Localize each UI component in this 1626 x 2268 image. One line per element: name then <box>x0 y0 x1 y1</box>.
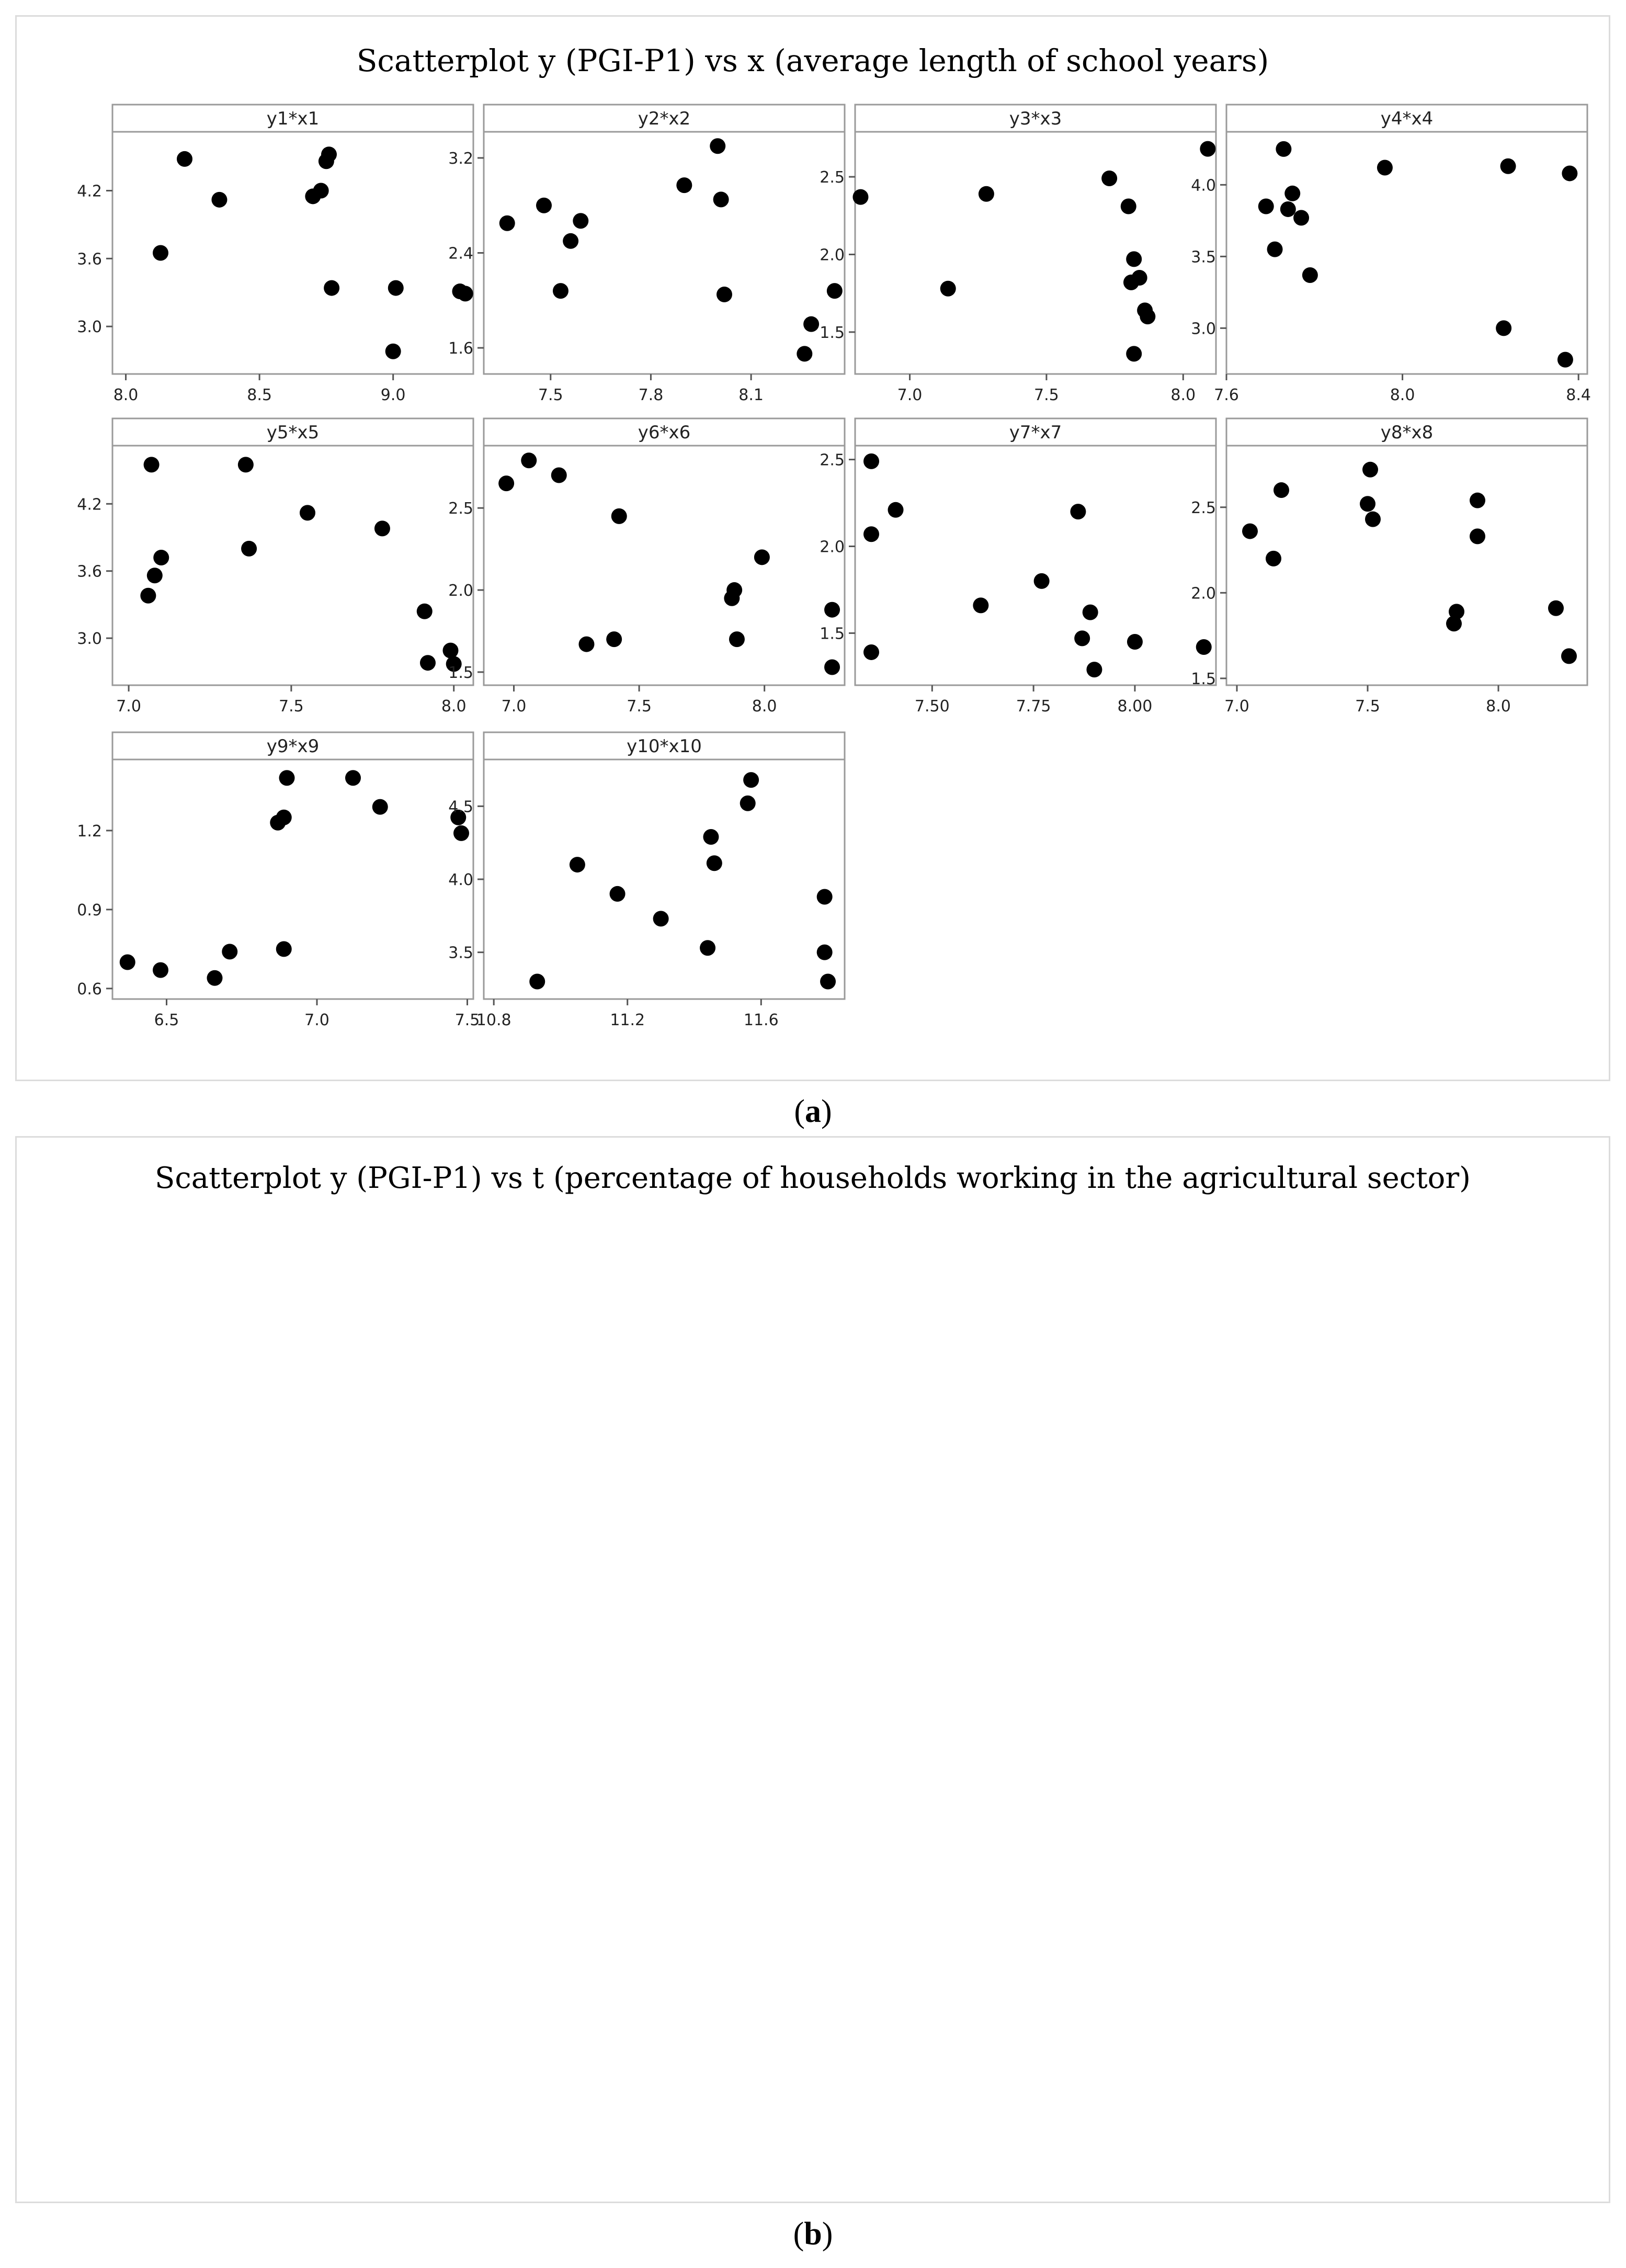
y-tick-label: 1.6 <box>448 339 473 358</box>
data-point <box>238 457 254 472</box>
data-point <box>222 944 237 959</box>
data-point <box>153 245 168 261</box>
data-point <box>563 233 578 249</box>
data-point <box>797 346 812 361</box>
x-tick-label: 7.5 <box>1034 386 1059 404</box>
x-tick-label: 7.6 <box>1214 386 1239 404</box>
data-point <box>1562 165 1577 181</box>
data-point <box>1086 662 1102 677</box>
figure-a-caption: (a) <box>794 1094 832 1129</box>
y-tick-label: 4.2 <box>77 182 102 201</box>
x-tick-label: 8.0 <box>113 386 139 404</box>
data-point <box>324 280 339 296</box>
x-tick-label: 8.5 <box>247 386 272 404</box>
data-point <box>1293 210 1309 225</box>
data-point <box>852 189 868 205</box>
y-tick-label: 3.5 <box>448 944 473 962</box>
data-point <box>1449 604 1464 619</box>
data-point <box>1500 158 1516 174</box>
plot-area <box>855 132 1216 374</box>
data-point <box>940 281 956 297</box>
data-point <box>453 825 469 841</box>
x-tick-label: 7.0 <box>897 386 923 404</box>
data-point <box>1242 524 1258 539</box>
data-point <box>321 146 337 162</box>
data-point <box>1273 482 1289 498</box>
panel-label: y3*x3 <box>1009 108 1062 129</box>
data-point <box>1258 198 1274 214</box>
plot-area <box>112 759 473 999</box>
y-tick-label: 2.5 <box>1191 498 1216 517</box>
data-point <box>372 799 388 815</box>
plot-area <box>484 446 845 685</box>
data-point <box>551 467 567 483</box>
data-point <box>726 582 742 598</box>
fig0-panel-9 <box>77 732 480 1029</box>
x-tick-label: 8.0 <box>1486 697 1511 716</box>
data-point <box>1267 242 1283 257</box>
data-point <box>707 855 722 871</box>
data-point <box>1070 504 1086 519</box>
data-point <box>1127 634 1143 650</box>
panel-label: y1*x1 <box>266 108 320 129</box>
data-point <box>1557 352 1573 368</box>
data-point <box>1360 496 1375 512</box>
data-point <box>1470 528 1485 544</box>
data-point <box>827 283 843 299</box>
y-tick-label: 3.5 <box>1191 248 1216 267</box>
x-tick-label: 7.5 <box>627 697 652 716</box>
data-point <box>1496 320 1511 336</box>
fig0-panel-5 <box>77 418 473 716</box>
y-tick-label: 3.6 <box>77 250 102 269</box>
x-tick-label: 7.8 <box>638 386 664 404</box>
fig0-panel-3 <box>820 105 1216 404</box>
x-tick-label: 7.50 <box>914 697 950 716</box>
y-tick-label: 3.0 <box>77 630 102 649</box>
data-point <box>713 191 729 207</box>
data-point <box>578 637 594 652</box>
data-point <box>420 655 436 671</box>
fig0-panel-4 <box>1191 105 1591 404</box>
data-point <box>1132 270 1147 286</box>
data-point <box>553 283 568 299</box>
data-point <box>1140 309 1155 324</box>
figure-b-frame <box>15 1136 1610 2203</box>
x-tick-label: 7.0 <box>1224 697 1249 716</box>
data-point <box>1377 160 1393 175</box>
data-point <box>276 941 292 957</box>
y-tick-label: 1.2 <box>77 822 102 841</box>
data-point <box>1200 141 1215 157</box>
data-point <box>417 604 433 619</box>
data-point <box>863 526 879 542</box>
data-point <box>606 631 622 647</box>
x-tick-label: 8.0 <box>1390 386 1415 404</box>
data-point <box>1126 346 1142 361</box>
data-point <box>241 541 257 557</box>
data-point <box>888 502 904 518</box>
data-point <box>820 973 836 989</box>
data-point <box>803 316 819 332</box>
x-tick-label: 8.0 <box>441 697 467 716</box>
data-point <box>611 508 627 524</box>
panel-label: y7*x7 <box>1009 422 1062 443</box>
data-point <box>1548 600 1564 616</box>
panel-label: y6*x6 <box>638 422 691 443</box>
panel-label: y8*x8 <box>1380 422 1434 443</box>
figure-b-caption: (b) <box>793 2216 833 2252</box>
data-point <box>144 457 160 472</box>
data-point <box>717 287 732 302</box>
data-point <box>754 549 770 565</box>
data-point <box>374 520 390 536</box>
x-tick-label: 7.5 <box>538 386 563 404</box>
data-point <box>1365 512 1381 527</box>
data-point <box>529 973 545 989</box>
data-point <box>653 911 669 926</box>
data-point <box>710 138 725 154</box>
plot-area <box>484 759 845 999</box>
data-point <box>1302 267 1318 283</box>
data-point <box>536 198 552 213</box>
data-point <box>729 631 745 647</box>
data-point <box>211 192 227 208</box>
data-point <box>498 475 514 491</box>
y-tick-label: 4.0 <box>1191 176 1216 195</box>
data-point <box>817 889 833 905</box>
x-tick-label: 7.5 <box>454 1011 480 1029</box>
y-tick-label: 2.0 <box>448 582 473 600</box>
fig0-panel-1 <box>77 105 473 404</box>
y-tick-label: 2.4 <box>448 244 473 263</box>
data-point <box>743 772 759 788</box>
data-point <box>300 505 315 520</box>
data-point <box>442 643 458 659</box>
y-tick-label: 2.5 <box>820 451 845 470</box>
figure-a-title: Scatterplot y (PGI-P1) vs x (average length of school years) <box>356 43 1269 78</box>
y-tick-label: 2.0 <box>1191 584 1216 603</box>
panel-label: y5*x5 <box>266 422 320 443</box>
data-point <box>153 550 169 565</box>
data-point <box>863 453 879 469</box>
data-point <box>458 286 473 301</box>
panel-label: y9*x9 <box>266 736 320 757</box>
plot-area <box>855 446 1216 685</box>
y-tick-label: 3.0 <box>1191 320 1216 338</box>
x-tick-label: 7.0 <box>501 697 527 716</box>
plot-area <box>1226 446 1587 685</box>
fig0-panel-6 <box>448 418 845 716</box>
x-tick-label: 7.5 <box>1355 697 1380 716</box>
plot-area <box>484 132 845 374</box>
y-tick-label: 0.9 <box>77 901 102 920</box>
data-point <box>1362 462 1378 478</box>
panel-label: y4*x4 <box>1380 108 1434 129</box>
data-point <box>1034 573 1050 589</box>
data-point <box>610 886 626 902</box>
data-point <box>1121 198 1136 214</box>
x-tick-label: 7.0 <box>304 1011 329 1029</box>
y-tick-label: 1.5 <box>1191 670 1216 688</box>
x-tick-label: 7.75 <box>1016 697 1051 716</box>
data-point <box>345 770 361 786</box>
data-point <box>703 829 719 845</box>
x-tick-label: 7.0 <box>116 697 141 716</box>
data-point <box>1266 551 1281 566</box>
x-tick-label: 9.0 <box>380 386 406 404</box>
data-point <box>573 213 588 229</box>
data-point <box>388 280 404 296</box>
x-tick-label: 8.0 <box>1170 386 1196 404</box>
y-tick-label: 2.0 <box>820 246 845 265</box>
data-point <box>120 955 135 970</box>
plot-area <box>112 446 473 685</box>
y-tick-label: 4.0 <box>448 871 473 889</box>
data-point <box>824 659 840 675</box>
x-tick-label: 11.6 <box>743 1011 779 1029</box>
y-tick-label: 4.5 <box>448 798 473 817</box>
x-tick-label: 8.1 <box>738 386 764 404</box>
data-point <box>863 644 879 660</box>
fig0-panel-8 <box>1191 418 1587 716</box>
data-point <box>1126 251 1142 267</box>
data-point <box>570 857 585 872</box>
y-tick-label: 3.0 <box>77 318 102 337</box>
figure-b-title: Scatterplot y (PGI-P1) vs t (percentage of households working in the agricultural sector) <box>155 1161 1471 1195</box>
y-tick-label: 2.5 <box>820 168 845 187</box>
data-point <box>1276 141 1291 157</box>
data-point <box>279 770 295 786</box>
data-point <box>1196 639 1212 655</box>
y-tick-label: 3.6 <box>77 562 102 581</box>
y-tick-label: 1.5 <box>448 663 473 682</box>
x-tick-label: 10.8 <box>476 1011 511 1029</box>
y-tick-label: 4.2 <box>77 495 102 514</box>
x-tick-label: 8.0 <box>752 697 777 716</box>
y-tick-label: 2.0 <box>820 538 845 557</box>
data-point <box>177 151 192 167</box>
data-point <box>676 177 692 193</box>
data-point <box>276 810 292 825</box>
x-tick-label: 6.5 <box>154 1011 179 1029</box>
data-point <box>147 568 163 583</box>
panel-label: y10*x10 <box>627 736 702 757</box>
fig0-panel-7 <box>820 418 1216 716</box>
data-point <box>313 183 329 199</box>
fig0-panel-2 <box>448 105 845 404</box>
data-point <box>979 186 994 202</box>
y-tick-label: 1.5 <box>820 323 845 342</box>
data-point <box>1470 493 1485 508</box>
data-point <box>973 597 988 613</box>
y-tick-label: 0.6 <box>77 980 102 999</box>
data-point <box>1074 630 1090 646</box>
data-point <box>817 945 833 960</box>
x-tick-label: 8.00 <box>1117 697 1153 716</box>
y-tick-label: 3.2 <box>448 149 473 168</box>
data-point <box>499 216 515 231</box>
x-tick-label: 11.2 <box>610 1011 645 1029</box>
x-tick-label: 8.4 <box>1566 386 1591 404</box>
data-point <box>140 588 156 604</box>
y-tick-label: 1.5 <box>820 625 845 643</box>
data-point <box>521 452 537 468</box>
data-point <box>700 940 715 956</box>
data-point <box>824 602 840 618</box>
fig0-panel-10 <box>448 732 845 1029</box>
y-tick-label: 2.5 <box>448 500 473 518</box>
data-point <box>1284 186 1300 201</box>
data-point <box>385 344 401 359</box>
data-point <box>740 796 756 811</box>
data-point <box>1561 648 1577 664</box>
data-point <box>207 970 223 986</box>
x-tick-label: 7.5 <box>279 697 304 716</box>
panel-label: y2*x2 <box>638 108 691 129</box>
data-point <box>1280 201 1296 217</box>
data-point <box>153 962 168 978</box>
data-point <box>1083 605 1098 620</box>
data-point <box>1101 171 1117 186</box>
